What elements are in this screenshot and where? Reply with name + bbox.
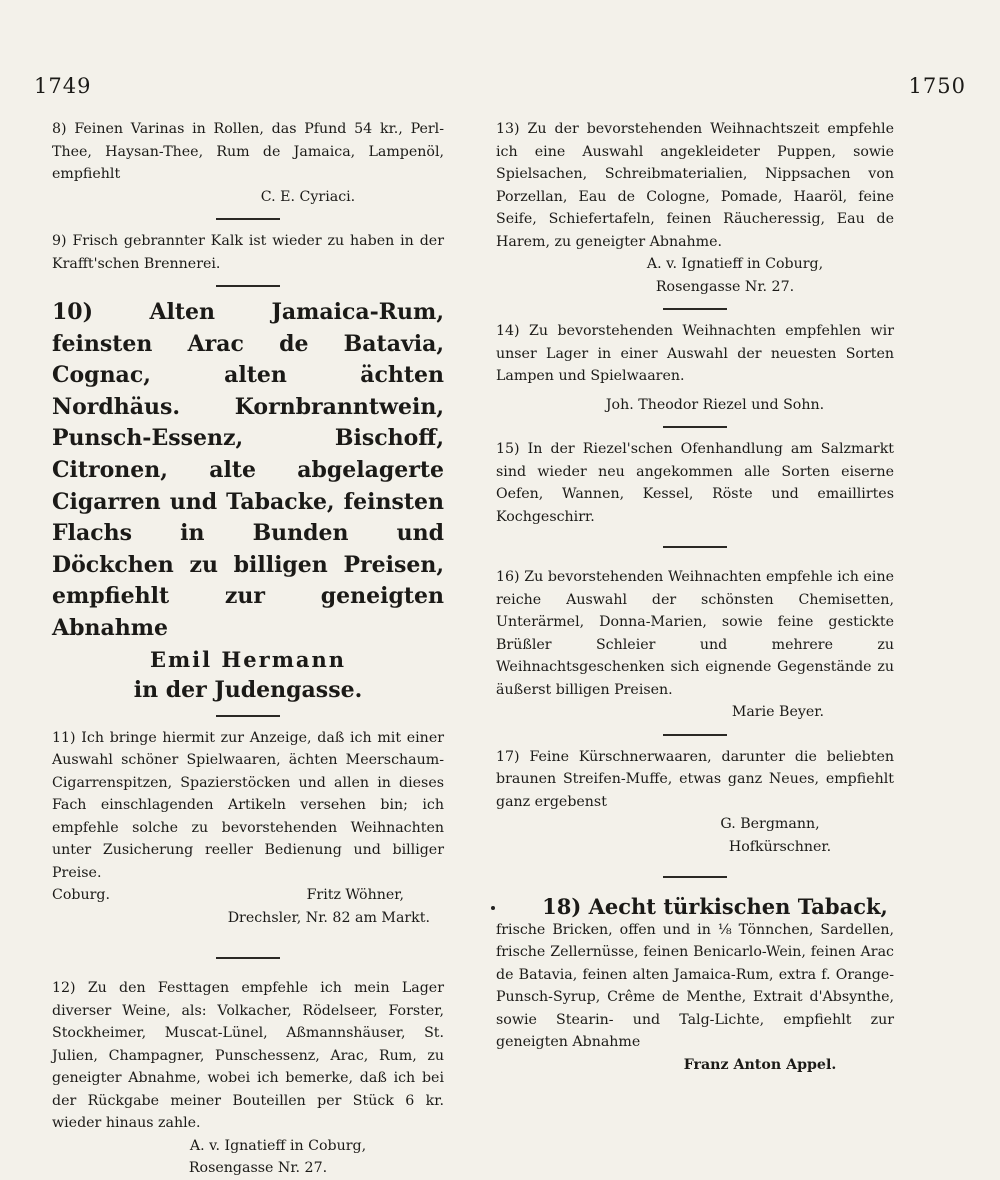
left-column bbox=[52, 118, 444, 1180]
ad-text: 15) In der Riezel'schen Ofenhandlung am Salzmarkt sind wieder neu angekommen alle Sorten eiserne Oefen, Wannen, Kessel, Röste und emaillirtes Kochgeschirr. bbox=[496, 441, 894, 525]
advertisement-18 bbox=[496, 896, 894, 1076]
page-number-left: 1749 bbox=[34, 74, 92, 98]
print-mark bbox=[491, 906, 495, 910]
separator-line bbox=[663, 734, 727, 736]
separator-line bbox=[216, 218, 280, 220]
separator-line bbox=[663, 876, 727, 878]
ad-signature: Marie Beyer. bbox=[731, 704, 824, 720]
right-column bbox=[496, 118, 894, 1076]
page-number-right: 1750 bbox=[908, 74, 966, 98]
advertisement-9 bbox=[52, 230, 444, 275]
ad-text: 16) Zu bevorstehenden Weihnachten empfehle ich eine reiche Auswahl der schönsten Chemisetten, Unterärmel, Donna-Marien, sowie feine gestickte Brüßler Schleier und mehrere zu Weihnachtsgeschenken sich eignende Gegenstände zu äußerst billigen Preisen. bbox=[496, 569, 894, 698]
advertisement-10 bbox=[52, 297, 444, 705]
ad-place: Coburg. bbox=[52, 887, 110, 904]
advertisement-16 bbox=[496, 566, 894, 724]
advertisement-11 bbox=[52, 727, 444, 930]
ad-signature-address: Drechsler, Nr. 82 am Markt. bbox=[227, 909, 430, 926]
separator-line bbox=[663, 426, 727, 428]
ad-signature-name: A. v. Ignatieff in Coburg, bbox=[646, 256, 824, 272]
separator-line bbox=[216, 285, 280, 287]
ad-text: 8) Feinen Varinas in Rollen, das Pfund 54 kr., Perl-Thee, Haysan-Thee, Rum de Jamaica, Lampenöl, empfiehlt bbox=[52, 121, 444, 182]
ad-signature: C. E. Cyriaci. bbox=[260, 188, 356, 205]
ad-signature-name: G. Bergmann, bbox=[720, 816, 820, 832]
ad-text: 13) Zu der bevorstehenden Weihnachtszeit empfehle ich eine Auswahl angekleideter Puppen, sowie Spielsachen, Schreibmaterialien, Nippsachen von Porzellan, Eau de Cologne, Pomade, Haaröl, feine Seife, Schiefertafeln, feinen Räucheressig, Eau de Harem, zu geneigter Abnahme. bbox=[496, 121, 894, 250]
ad-signature-address: Rosengasse Nr. 27. bbox=[655, 278, 795, 295]
ad-signature-name: Fritz Wöhner, bbox=[306, 887, 404, 904]
ad-text: 11) Ich bringe hiermit zur Anzeige, daß ich mit einer Auswahl schöner Spielwaaren, ächten Meerschaum-Cigarrenspitzen, Spazierstöcken und allen in dieses Fach einschlagenden Artikeln versehen bin; ich empfehle solche zu bevorstehenden Weihnachten unter Zusicherung reeller Bedienung und billiger Preise. bbox=[52, 729, 444, 881]
advertisement-15 bbox=[496, 438, 894, 528]
separator-line bbox=[663, 308, 727, 310]
ad-text: 14) Zu bevorstehenden Weihnachten empfehlen wir unser Lager in einer Auswahl der neuesten Sorten Lampen und Spielwaaren. bbox=[496, 323, 894, 384]
ad-heading: 18) Aecht türkischen Taback, bbox=[542, 894, 888, 919]
advertisement-13 bbox=[496, 118, 894, 298]
ad-signature: Franz Anton Appel. bbox=[683, 1056, 837, 1073]
advertisement-12 bbox=[52, 977, 444, 1180]
advertisement-17 bbox=[496, 746, 894, 859]
ad-signature-place: in der Judengasse. bbox=[133, 676, 363, 703]
advertisement-8 bbox=[52, 118, 444, 208]
advertisement-14 bbox=[496, 320, 894, 416]
separator-line bbox=[216, 957, 280, 959]
ad-signature-name: A. v. Ignatieff in Coburg, bbox=[189, 1137, 367, 1154]
ad-text: 10) Alten Jamaica-Rum, feinsten Arac de Batavia, Cognac, alten ächten Nordhäus. Kornbranntwein, Punsch-Essenz, Bischoff, Citronen, alte abgelagerte Cigarren und Tabacke, feinsten Flachs in Bunden und Döckchen zu billigen Preisen, empfiehlt zur geneigten Abnahme bbox=[52, 299, 444, 641]
ad-signature: Joh. Theodor Riezel und Sohn. bbox=[605, 396, 825, 413]
ad-signature-name: Emil Hermann bbox=[149, 646, 347, 672]
separator-line bbox=[663, 546, 727, 548]
ad-text: frische Bricken, offen und in ⅛ Tönnchen, Sardellen, frische Zellernüsse, feinen Benicarlo-Wein, feinen Arac de Batavia, feinen alten Jamaica-Rum, extra f. Orange-Punsch-Syrup, Crême de Menthe, Extrait d'Absynthe, sowie Stearin- und Talg-Lichte, empfiehlt zur geneigten Abnahme bbox=[496, 921, 894, 1050]
ad-text: 17) Feine Kürschnerwaaren, darunter die beliebten braunen Streifen-Muffe, etwas ganz Neues, empfiehlt ganz ergebenst bbox=[496, 748, 894, 810]
ad-signature-address: Rosengasse Nr. 27. bbox=[188, 1160, 328, 1177]
ad-signature-title: Hofkürschner. bbox=[728, 838, 832, 855]
separator-line bbox=[216, 715, 280, 717]
ad-text: 9) Frisch gebrannter Kalk ist wieder zu haben in der Krafft'schen Brennerei. bbox=[52, 233, 444, 272]
ad-text: 12) Zu den Festtagen empfehle ich mein Lager diverser Weine, als: Volkacher, Rödelseer, Forster, Stockheimer, Muscat-Lünel, Aßmannshäuser, St. Julien, Champagner, Punschessenz, Arac, Rum, zu geneigter Abnahme, wobei ich bemerke, daß ich bei der Rückgabe meiner Bouteillen per Stück 6 kr. wieder hinaus zahle. bbox=[52, 980, 444, 1132]
